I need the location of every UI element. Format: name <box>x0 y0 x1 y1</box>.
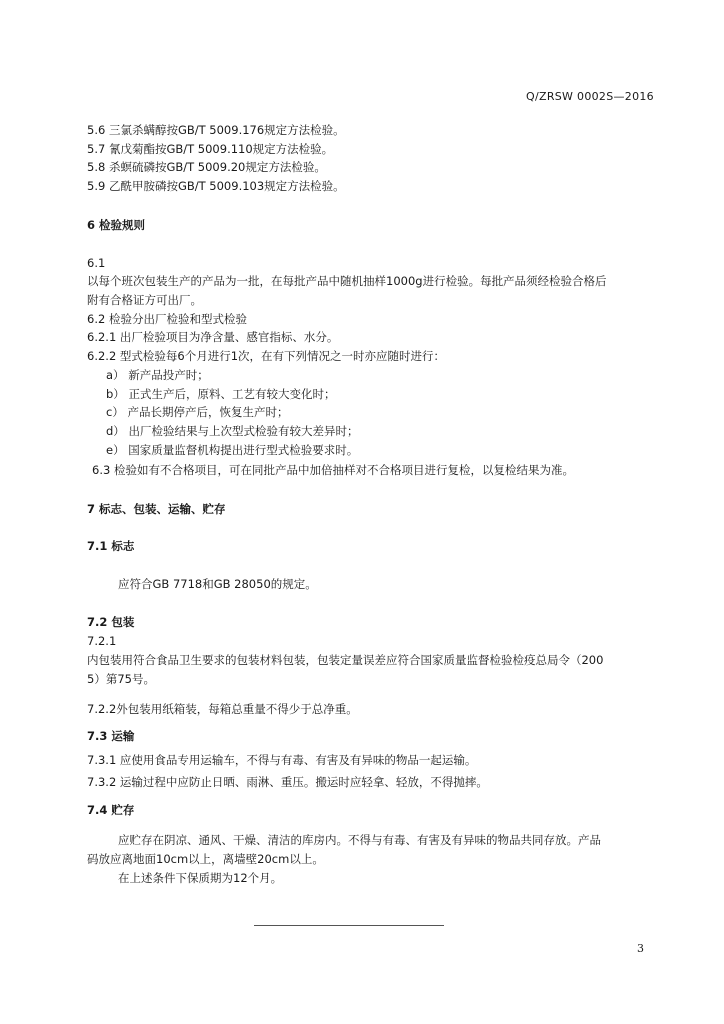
clause-7-2-heading: 7.2 包装 <box>87 615 135 629</box>
clause-5-8: 5.8 杀螟硫磷按GB/T 5009.20规定方法检验。 <box>87 160 326 174</box>
clause-7-2-1-text-2: 5）第75号。 <box>87 672 155 686</box>
clause-6-1-text-2: 附有合格证方可出厂。 <box>87 293 202 307</box>
clause-7-2-1-text-1: 内包装用符合食品卫生要求的包装材料包装，包装定量误差应符合国家质量监督检验检疫总局令（200 <box>87 653 604 667</box>
clause-6-1-number: 6.1 <box>87 256 106 270</box>
list-item-b: b） 正式生产后，原料、工艺有较大变化时； <box>106 387 336 401</box>
end-rule <box>254 925 444 926</box>
section-7-heading: 7 标志、包装、运输、贮存 <box>87 502 226 516</box>
clause-5-7: 5.7 氰戊菊酯按GB/T 5009.110规定方法检验。 <box>87 142 334 156</box>
clause-6-2-1: 6.2.1 出厂检验项目为净含量、感官指标、水分。 <box>87 330 339 344</box>
clause-7-1-heading: 7.1 标志 <box>87 539 135 553</box>
clause-6-3: 6.3 检验如有不合格项目，可在同批产品中加倍抽样对不合格项目进行复检，以复检结果为准。 <box>92 463 574 477</box>
clause-7-4-heading: 7.4 贮存 <box>87 803 135 817</box>
clause-7-4-text-1: 应贮存在阴凉、通风、干燥、清洁的库房内。不得与有毒、有害及有异味的物品共同存放。产品 <box>118 833 601 847</box>
doc-code: Q/ZRSW 0002S—2016 <box>526 90 654 103</box>
clause-6-2-2: 6.2.2 型式检验每6个月进行1次，在有下列情况之一时亦应随时进行： <box>87 349 446 363</box>
clause-7-2-1-number: 7.2.1 <box>87 634 117 648</box>
list-item-d: d） 出厂检验结果与上次型式检验有较大差异时； <box>106 424 359 438</box>
clause-5-9: 5.9 乙酰甲胺磷按GB/T 5009.103规定方法检验。 <box>87 179 345 193</box>
page-number: 3 <box>637 942 644 955</box>
section-6-heading: 6 检验规则 <box>87 218 146 232</box>
clause-5-6: 5.6 三氯杀螨醇按GB/T 5009.176规定方法检验。 <box>87 123 345 137</box>
clause-7-2-2: 7.2.2外包装用纸箱装，每箱总重量不得少于总净重。 <box>87 702 358 716</box>
clause-7-1-text: 应符合GB 7718和GB 28050的规定。 <box>118 577 317 591</box>
list-item-e: e） 国家质量监督机构提出进行型式检验要求时。 <box>106 443 359 457</box>
clause-6-1-text-1: 以每个班次包装生产的产品为一批，在每批产品中随机抽样1000g进行检验。每批产品须经检验合格后 <box>87 274 607 288</box>
clause-7-3-1: 7.3.1 应使用食品专用运输车，不得与有毒、有害及有异味的物品一起运输。 <box>87 753 477 767</box>
clause-7-4-text-3: 在上述条件下保质期为12个月。 <box>118 871 283 885</box>
clause-7-3-2: 7.3.2 运输过程中应防止日晒、雨淋、重压。搬运时应轻拿、轻放，不得抛摔。 <box>87 775 488 789</box>
list-item-c: c） 产品长期停产后，恢复生产时； <box>106 405 289 419</box>
clause-7-4-text-2: 码放应离地面10cm以上，离墙壁20cm以上。 <box>87 852 324 866</box>
clause-7-3-heading: 7.3 运输 <box>87 729 135 743</box>
clause-6-2: 6.2 检验分出厂检验和型式检验 <box>87 312 247 326</box>
list-item-a: a） 新产品投产时； <box>106 368 209 382</box>
